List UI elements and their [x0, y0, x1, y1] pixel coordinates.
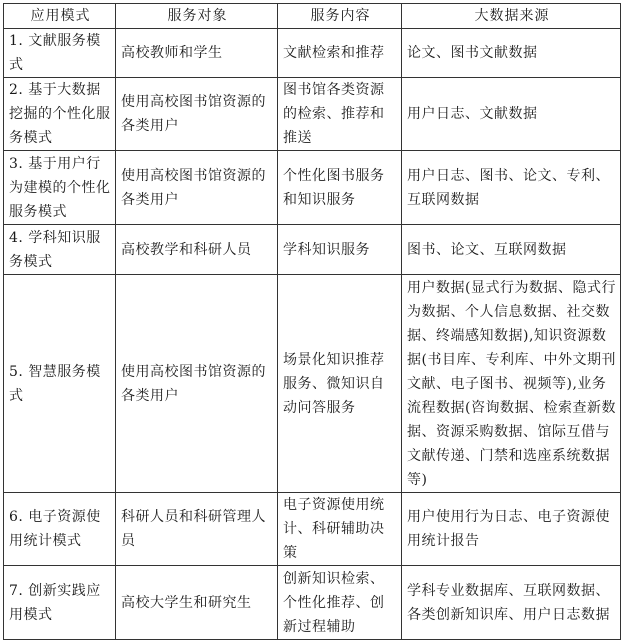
header-application-mode: 应用模式: [4, 4, 116, 29]
table-row: [4, 29, 621, 78]
cell-application-mode: 1. 文献服务模式: [4, 29, 116, 78]
cell-application-mode: 4. 学科知识服务模式: [4, 225, 116, 275]
cell-application-mode: 7. 创新实践应用模式: [4, 566, 116, 640]
cell-service-target: 科研人员和科研管理人员: [116, 493, 278, 566]
cell-big-data-source: 用户日志、图书、论文、专利、互联网数据: [402, 151, 621, 225]
cell-service-content: 图书馆各类资源的检索、推荐和推送: [278, 78, 402, 151]
cell-service-target: 使用高校图书馆资源的各类用户: [116, 275, 278, 493]
cell-big-data-source: 论文、图书文献数据: [402, 29, 621, 78]
cell-service-target: 使用高校图书馆资源的各类用户: [116, 78, 278, 151]
header-service-content: 服务内容: [278, 4, 402, 29]
cell-service-content: 电子资源使用统计、科研辅助决策: [278, 493, 402, 566]
table-row: [4, 78, 621, 151]
cell-service-content: 学科知识服务: [278, 225, 402, 275]
cell-service-target: 使用高校图书馆资源的各类用户: [116, 151, 278, 225]
table-row: [4, 151, 621, 225]
header-service-target: 服务对象: [116, 4, 278, 29]
cell-application-mode: 6. 电子资源使用统计模式: [4, 493, 116, 566]
table-row: [4, 493, 621, 566]
cell-service-content: 场景化知识推荐服务、微知识自动问答服务: [278, 275, 402, 493]
table-row: [4, 225, 621, 275]
cell-service-content: 文献检索和推荐: [278, 29, 402, 78]
cell-service-target: 高校大学生和研究生: [116, 566, 278, 640]
cell-big-data-source: 学科专业数据库、互联网数据、各类创新知识库、用户日志数据: [402, 566, 621, 640]
cell-application-mode: 5. 智慧服务模式: [4, 275, 116, 493]
cell-service-content: 个性化图书服务和知识服务: [278, 151, 402, 225]
cell-application-mode: 3. 基于用户行为建模的个性化服务模式: [4, 151, 116, 225]
cell-big-data-source: 用户使用行为日志、电子资源使用统计报告: [402, 493, 621, 566]
cell-application-mode: 2. 基于大数据挖掘的个性化服务模式: [4, 78, 116, 151]
table-row: [4, 275, 621, 493]
application-mode-table: [3, 3, 621, 640]
cell-service-target: 高校教师和学生: [116, 29, 278, 78]
table-row: [4, 566, 621, 640]
header-big-data-source: 大数据来源: [402, 4, 621, 29]
cell-service-target: 高校教学和科研人员: [116, 225, 278, 275]
table-header-row: [4, 4, 621, 29]
cell-big-data-source: 用户日志、文献数据: [402, 78, 621, 151]
cell-big-data-source: 用户数据(显式行为数据、隐式行为数据、个人信息数据、社交数据、终端感知数据),知识资源数据(书目库、专利库、中外文期刊文献、电子图书、视频等),业务流程数据(咨询数据、检索查新数据、资源采购数据、馆际互借与文献传递、门禁和选座系统数据等): [402, 275, 621, 493]
cell-service-content: 创新知识检索、个性化推荐、创新过程辅助: [278, 566, 402, 640]
cell-big-data-source: 图书、论文、互联网数据: [402, 225, 621, 275]
